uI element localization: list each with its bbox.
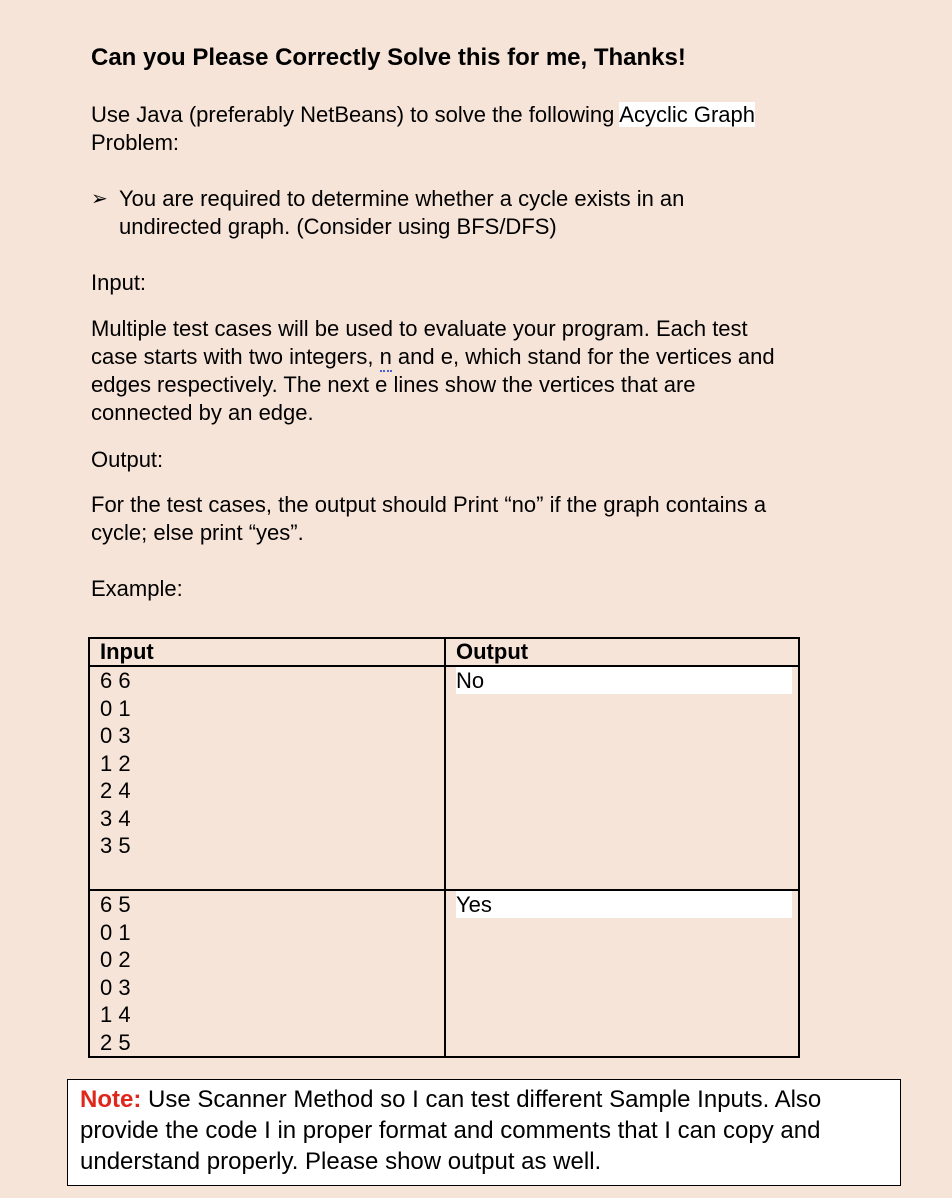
input-description (91, 315, 775, 427)
input-line: 1 2 (100, 750, 131, 776)
input-line: 6 5 (100, 892, 131, 917)
intro-highlight: Acyclic Graph (619, 102, 755, 127)
input-line: 0 3 (100, 974, 131, 1000)
input-desc-line-1: Multiple test cases will be used to evaluate your program. Each test (91, 316, 748, 341)
note-box (67, 1079, 901, 1186)
output-desc-line-2: cycle; else print “yes”. (91, 520, 304, 545)
note-line-2: provide the code I in proper format and comments that I can copy and (80, 1117, 821, 1144)
input-line: 0 1 (100, 695, 131, 721)
input-line: 0 3 (100, 723, 131, 748)
input-line: 0 2 (100, 947, 131, 972)
output-value: Yes (456, 891, 792, 918)
intro-suffix: Problem: (91, 130, 180, 155)
example-table (88, 637, 800, 1058)
output-desc-line-1: For the test cases, the output should Print “no” if the graph contains a (91, 492, 767, 517)
input-line: 3 4 (100, 805, 131, 831)
intro-paragraph (91, 101, 755, 157)
output-heading: Output: (91, 447, 164, 472)
table-row (89, 666, 799, 890)
input-desc-line-2-suffix: and e, which stand for the vertices and (391, 344, 775, 369)
output-cell (445, 890, 799, 1057)
table-row (89, 890, 799, 1057)
input-line: 3 5 (100, 833, 131, 858)
page-title: Can you Please Correctly Solve this for me, Thanks! (91, 44, 686, 71)
output-value: No (456, 667, 792, 694)
note-line-1: Use Scanner Method so I can test different Sample Inputs. Also (141, 1086, 822, 1113)
header-input: Input (89, 638, 445, 666)
intro-prefix: Use Java (preferably NetBeans) to solve the following (91, 102, 620, 127)
input-desc-line-4: connected by an edge. (91, 400, 314, 425)
output-cell (445, 666, 799, 890)
spellcheck-word-n: n (379, 344, 392, 369)
header-output: Output (445, 638, 799, 666)
input-cell (89, 890, 445, 1057)
input-line: 1 4 (100, 1002, 131, 1027)
note-label: Note: (80, 1086, 142, 1113)
output-description (91, 491, 766, 547)
table-header-row (89, 638, 799, 666)
input-line: 2 5 (100, 1029, 131, 1055)
input-desc-line-3: edges respectively. The next e lines show the vertices that are (91, 372, 696, 397)
input-line: 6 6 (100, 668, 131, 693)
input-cell (89, 666, 445, 890)
arrow-bullet-icon: ➢ (91, 188, 108, 210)
input-line: 0 1 (100, 919, 131, 945)
bullet-line-1: You are required to determine whether a cycle exists in an (119, 186, 685, 211)
input-heading: Input: (91, 270, 147, 295)
input-desc-line-2-prefix: case starts with two integers, (91, 344, 380, 369)
note-line-3: understand properly. Please show output as well. (80, 1148, 602, 1175)
input-line: 2 4 (100, 778, 131, 803)
bullet-line-2: undirected graph. (Consider using BFS/DFS) (119, 214, 557, 239)
example-heading: Example: (91, 576, 183, 601)
